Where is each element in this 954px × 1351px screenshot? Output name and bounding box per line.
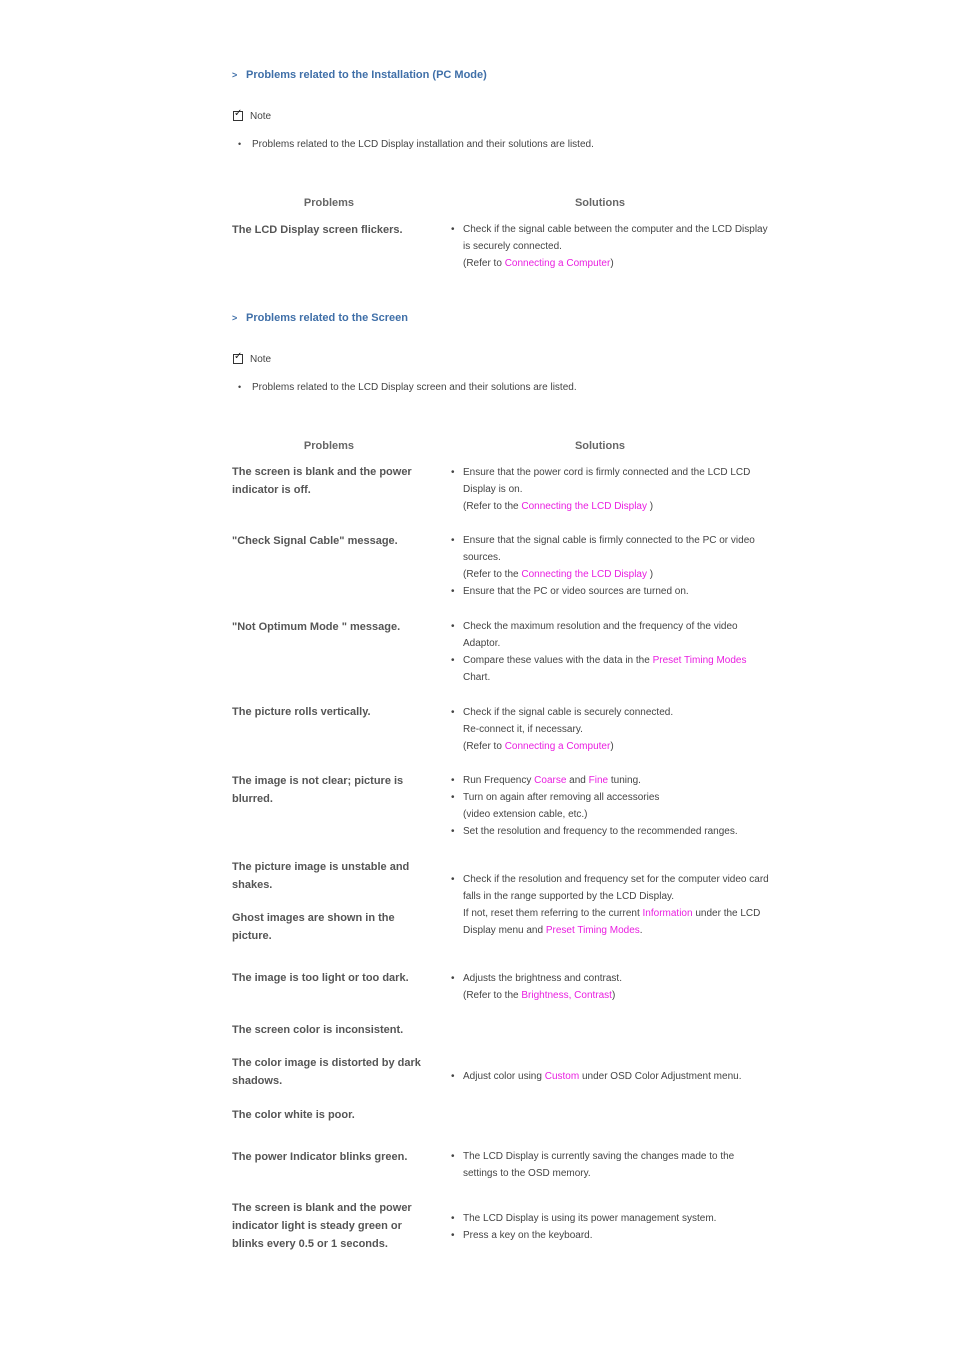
solution-picture-rolls (451, 704, 771, 755)
problem-blank-steady-green: The screen is blank and the power indicator light is steady green or blinks every 0.5 or 1 seconds. (232, 1202, 412, 1250)
column-header-solutions: Solutions (574, 440, 626, 452)
intro-installation: • Problems related to the LCD Display installation and their solutions are listed. (238, 139, 594, 150)
link-information[interactable]: Information (642, 908, 693, 919)
link-brightness-contrast[interactable]: Brightness, Contrast (521, 990, 612, 1001)
problem-color-inconsistent: The screen color is inconsistent. (232, 1024, 404, 1036)
column-header-problems: Problems (303, 440, 355, 452)
list-item: • Ensure that the PC or video sources are turned on. (451, 583, 771, 600)
link-connecting-the-lcd-display[interactable]: Connecting the LCD Display (521, 501, 647, 512)
list-item: • Check if the resolution and frequency set for the computer video card falls in the range supported by the LCD Display. (451, 871, 771, 905)
problem-color-distorted: The color image is distorted by dark shadows. (232, 1057, 421, 1087)
note-screen: ✓Note (233, 354, 271, 365)
list-item: Re-connect it, if necessary. (463, 724, 583, 735)
note-installation: ✓Note (233, 111, 271, 122)
section-title-screen: > Problems related to the Screen (232, 312, 408, 324)
link-preset-timing-modes[interactable]: Preset Timing Modes (652, 655, 747, 666)
column-header-solutions: Solutions (574, 197, 626, 209)
solution-color (451, 1068, 771, 1085)
list-item: • The LCD Display is currently saving the changes made to the settings to the OSD memory. (451, 1148, 771, 1182)
problem-not-optimum-mode: "Not Optimum Mode " message. (232, 621, 401, 633)
list-item: (Refer to Connecting a Computer) (463, 741, 614, 752)
list-item: • Check if the signal cable is securely connected. (451, 704, 771, 721)
problem-screen-flickers: The LCD Display screen flickers. (232, 224, 403, 236)
list-item: • Check if the signal cable between the computer and the LCD Display is securely connected. (451, 221, 771, 255)
problem-too-light-dark: The image is too light or too dark. (232, 972, 409, 984)
solution-screen-flickers (451, 221, 771, 272)
chevron-right-icon: > (232, 313, 238, 323)
list-item: • Run Frequency Coarse and Fine tuning. (451, 772, 771, 789)
list-item: • Ensure that the power cord is firmly connected and the LCD LCD Display is on. (451, 464, 771, 498)
link-connecting-the-lcd-display[interactable]: Connecting the LCD Display (521, 569, 647, 580)
list-item: (Refer to the Brightness, Contrast) (463, 990, 616, 1001)
list-item: • Set the resolution and frequency to the recommended ranges. (451, 823, 771, 840)
list-item: • Ensure that the signal cable is firmly connected to the PC or video sources. (451, 532, 771, 566)
solution-blank-steady-green (451, 1210, 771, 1244)
list-item: (video extension cable, etc.) (463, 809, 588, 820)
list-item: (Refer to the Connecting the LCD Display ) (463, 569, 654, 580)
solution-unstable-ghost (451, 871, 771, 939)
chevron-right-icon: > (232, 70, 238, 80)
solution-blank-power-off (451, 464, 771, 515)
problem-picture-unstable: The picture image is unstable and shakes. (232, 861, 410, 891)
link-connecting-a-computer[interactable]: Connecting a Computer (504, 258, 611, 269)
list-item: • Adjust color using Custom under OSD Color Adjustment menu. (451, 1068, 771, 1085)
problem-ghost-images: Ghost images are shown in the picture. (232, 912, 395, 942)
problem-blank-power-off: The screen is blank and the power indicator is off. (232, 466, 412, 496)
solution-not-optimum-mode (451, 618, 771, 686)
link-fine[interactable]: Fine (588, 775, 609, 786)
checkbox-icon (233, 354, 243, 364)
solution-too-light-dark (451, 970, 771, 1004)
list-item: • Adjusts the brightness and contrast. (451, 970, 771, 987)
list-item: (Refer to the Connecting the LCD Display ) (463, 501, 654, 512)
section-title-installation: > Problems related to the Installation (PC Mode) (232, 69, 487, 81)
list-item: If not, reset them referring to the current Information under the LCD Display menu and Preset Timing Modes. (463, 908, 761, 936)
list-item: • Press a key on the keyboard. (451, 1227, 771, 1244)
link-custom[interactable]: Custom (544, 1071, 580, 1082)
list-item: • Check the maximum resolution and the frequency of the video Adaptor. (451, 618, 771, 652)
list-item: (Refer to Connecting a Computer) (463, 258, 614, 269)
solution-check-signal-cable (451, 532, 771, 600)
checkbox-icon (233, 111, 243, 121)
list-item: • The LCD Display is using its power management system. (451, 1210, 771, 1227)
link-connecting-a-computer[interactable]: Connecting a Computer (504, 741, 611, 752)
solution-image-not-clear (451, 772, 771, 840)
problem-white-poor: The color white is poor. (232, 1109, 355, 1121)
intro-screen: • Problems related to the LCD Display screen and their solutions are listed. (238, 382, 577, 393)
column-header-problems: Problems (303, 197, 355, 209)
problem-picture-rolls: The picture rolls vertically. (232, 706, 371, 718)
problem-image-not-clear: The image is not clear; picture is blurred. (232, 775, 404, 805)
list-item: • Turn on again after removing all accessories (451, 789, 771, 806)
link-coarse[interactable]: Coarse (534, 775, 567, 786)
solution-indicator-blinks (451, 1148, 771, 1182)
problem-check-signal-cable: "Check Signal Cable" message. (232, 535, 398, 547)
list-item: • Compare these values with the data in the Preset Timing Modes Chart. (451, 652, 771, 686)
problem-indicator-blinks: The power Indicator blinks green. (232, 1151, 408, 1163)
link-preset-timing-modes[interactable]: Preset Timing Modes (545, 925, 640, 936)
